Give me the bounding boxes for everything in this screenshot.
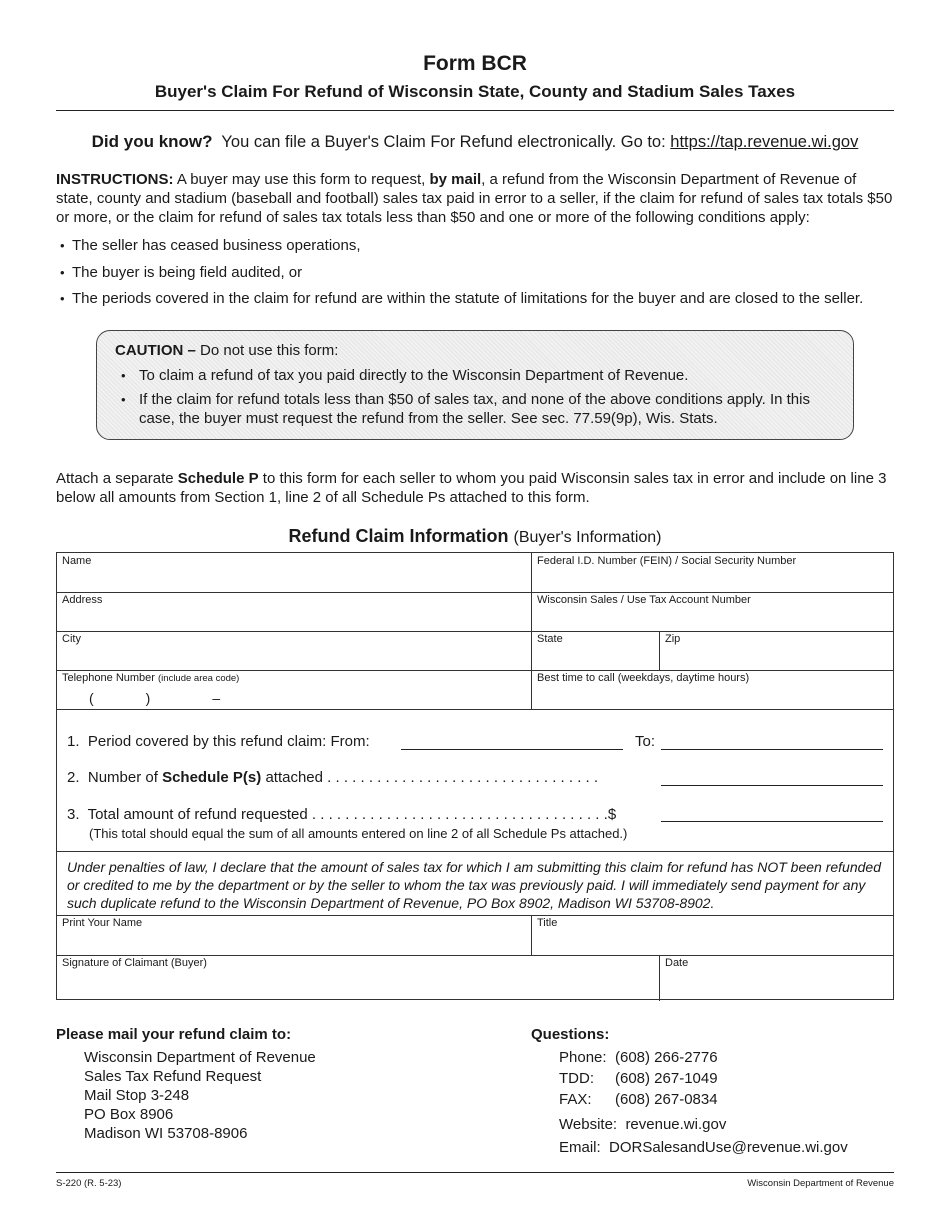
- website-label: Website:: [559, 1116, 618, 1133]
- email-link[interactable]: DORSalesandUse@revenue.wi.gov: [609, 1139, 848, 1156]
- city-label: City: [62, 633, 81, 645]
- telephone-note: (include area code): [158, 673, 240, 684]
- telephone-label: Telephone Number: [62, 672, 155, 684]
- signature-field[interactable]: [57, 955, 659, 1001]
- line-1: [67, 733, 370, 750]
- phone-close-paren: ): [145, 690, 151, 706]
- title-label: Title: [537, 917, 558, 929]
- list-item: • The buyer is being field audited, or: [56, 263, 894, 290]
- line-3-dollar: $: [607, 806, 617, 823]
- line-2-text-a: Number of: [87, 769, 158, 786]
- list-item: • To claim a refund of tax you paid directly to the Wisconsin Department of Revenue.: [115, 367, 835, 386]
- city-field[interactable]: [57, 631, 531, 670]
- schedule-p-count-input[interactable]: [661, 785, 883, 786]
- section-title-sub: (Buyer's Information): [513, 529, 662, 546]
- line-2-number: 2.: [67, 769, 80, 786]
- footer-divider: [56, 1172, 894, 1173]
- line-3-number: 3.: [67, 806, 80, 823]
- fax-label: FAX:: [559, 1091, 592, 1108]
- list-item: • If the claim for refund totals less than $50 of sales tax, and none of the above conditions apply. In this case, the buyer must request the refund from the seller. See sec. 77.59(9p), Wis. Stats.: [115, 391, 835, 428]
- fax-value: (608) 267-0834: [615, 1091, 718, 1108]
- email-row: [559, 1138, 848, 1159]
- address-line: Mail Stop 3-248: [84, 1087, 190, 1104]
- phone-dash: –: [212, 690, 221, 706]
- list-item: • The periods covered in the claim for refund are within the statute of limitations for the buyer and are closed to the seller.: [56, 289, 894, 316]
- best-time-label: Best time to call (weekdays, daytime hours): [537, 672, 750, 684]
- caution-text: Do not use this form:: [200, 342, 339, 359]
- tdd-label: TDD:: [559, 1070, 594, 1087]
- caution-box: [96, 330, 854, 440]
- line-1-to: To:: [635, 733, 656, 750]
- best-time-field[interactable]: [532, 670, 894, 709]
- attach-emphasis: Schedule P: [177, 470, 259, 487]
- zip-label: Zip: [665, 633, 681, 645]
- address-line: Madison WI 53708-8906: [84, 1125, 248, 1142]
- tax-account-label: Wisconsin Sales / Use Tax Account Number: [537, 594, 751, 606]
- instructions-emphasis: by mail: [429, 171, 482, 188]
- mail-heading: Please mail your refund claim to:: [56, 1026, 292, 1043]
- refund-claim-form: [56, 552, 894, 1000]
- row-divider: [57, 851, 893, 852]
- instructions: [56, 170, 894, 227]
- line-2-text-c: attached: [265, 769, 323, 786]
- row-divider: [57, 709, 893, 710]
- section-title: [56, 526, 894, 547]
- instructions-text-a: A buyer may use this form to request,: [176, 171, 426, 188]
- line-2: [67, 769, 598, 786]
- tdd-row: [559, 1069, 848, 1090]
- name-label: Name: [62, 555, 92, 567]
- questions-heading: Questions:: [531, 1026, 610, 1043]
- conditions-list: [56, 236, 894, 316]
- tap-link[interactable]: https://tap.revenue.wi.gov: [670, 133, 859, 151]
- print-name-label: Print Your Name: [62, 917, 143, 929]
- line-3-dots: . . . . . . . . . . . . . . . . . . . . . . . . . . . . . . . . . . . .: [311, 806, 608, 823]
- phone-row: [559, 1048, 848, 1069]
- fein-label: Federal I.D. Number (FEIN) / Social Security Number: [537, 555, 797, 567]
- caution-label: CAUTION –: [115, 342, 196, 359]
- tax-account-field[interactable]: [532, 592, 894, 631]
- title-field[interactable]: [532, 915, 894, 955]
- state-label: State: [537, 633, 563, 645]
- refund-amount-input[interactable]: [661, 821, 883, 822]
- line-1-number: 1.: [67, 733, 80, 750]
- email-label: Email:: [559, 1139, 601, 1156]
- form-subtitle: Buyer's Claim For Refund of Wisconsin State, County and Stadium Sales Taxes: [154, 82, 796, 101]
- tdd-value: (608) 267-1049: [615, 1070, 718, 1087]
- line-2-text-b: Schedule P(s): [162, 769, 262, 786]
- header-divider: [56, 110, 894, 111]
- fax-row: [559, 1090, 848, 1111]
- fein-field[interactable]: [532, 553, 894, 592]
- did-you-know-text: You can file a Buyer's Claim For Refund electronically. Go to:: [221, 133, 666, 151]
- contact-list: [559, 1048, 848, 1159]
- attach-text-b: to this form for each seller to whom you paid Wisconsin sales tax in error and include on line 3 below all amounts from Section 1, line 2 of all Schedule Ps attached to this form.: [56, 470, 887, 506]
- period-to-input[interactable]: [661, 749, 883, 750]
- website-row: [559, 1115, 848, 1136]
- form-title: Form BCR: [423, 52, 527, 75]
- section-title-main: Refund Claim Information: [288, 526, 509, 546]
- phone-format: [89, 690, 220, 706]
- line-2-dots: . . . . . . . . . . . . . . . . . . . . . . . . . . . . . . . . .: [327, 769, 599, 786]
- phone-label: Phone:: [559, 1049, 607, 1066]
- print-name-field[interactable]: [57, 915, 531, 955]
- line-1-text: Period covered by this refund claim: From:: [87, 733, 370, 750]
- date-label: Date: [665, 957, 689, 969]
- date-field[interactable]: [660, 955, 894, 1001]
- address-line: Wisconsin Department of Revenue: [84, 1049, 316, 1066]
- phone-open-paren: (: [89, 690, 94, 706]
- signature-label: Signature of Claimant (Buyer): [62, 957, 207, 969]
- instructions-text-b: , a refund from the Wisconsin Department of Revenue of state, county and stadium (baseball and football) sales tax paid in error to a seller, if the claim for refund of sales tax totals $50 or more, or the claim for refund of sales tax totals less than $50 and one or more of the following conditions apply:: [56, 171, 893, 226]
- line-3: [67, 806, 616, 823]
- mail-address: [84, 1048, 316, 1143]
- list-item: • The seller has ceased business operations,: [56, 236, 894, 263]
- did-you-know-lead: Did you know?: [91, 132, 213, 151]
- period-from-input[interactable]: [401, 749, 623, 750]
- attach-instructions: [56, 469, 894, 507]
- footer-agency: Wisconsin Department of Revenue: [747, 1178, 894, 1189]
- address-label: Address: [62, 594, 103, 606]
- website-link[interactable]: revenue.wi.gov: [625, 1116, 727, 1133]
- declaration: Under penalties of law, I declare that the amount of sales tax for which I am submitting this claim for refund has NOT been refunded or credited to me by the department or by the seller to whom the tax was previously paid. I will immediately send payment for any such duplicate refund to the Wisconsin Department of Revenue, PO Box 8902, Madison WI 53708-8902.: [67, 859, 881, 911]
- zip-field[interactable]: [660, 631, 894, 670]
- did-you-know: [56, 132, 894, 152]
- form-number: S-220 (R. 5-23): [56, 1178, 122, 1189]
- address-line: Sales Tax Refund Request: [84, 1068, 262, 1085]
- line-3-note: (This total should equal the sum of all amounts entered on line 2 of all Schedule Ps attached.): [89, 826, 628, 841]
- state-field[interactable]: [532, 631, 659, 670]
- attach-text-a: Attach a separate: [56, 470, 174, 487]
- name-field[interactable]: [57, 553, 531, 592]
- address-line: PO Box 8906: [84, 1106, 174, 1123]
- address-field[interactable]: [57, 592, 531, 631]
- instructions-label: INSTRUCTIONS:: [56, 171, 174, 188]
- phone-value: (608) 266-2776: [615, 1049, 718, 1066]
- line-3-text: Total amount of refund requested: [87, 806, 308, 823]
